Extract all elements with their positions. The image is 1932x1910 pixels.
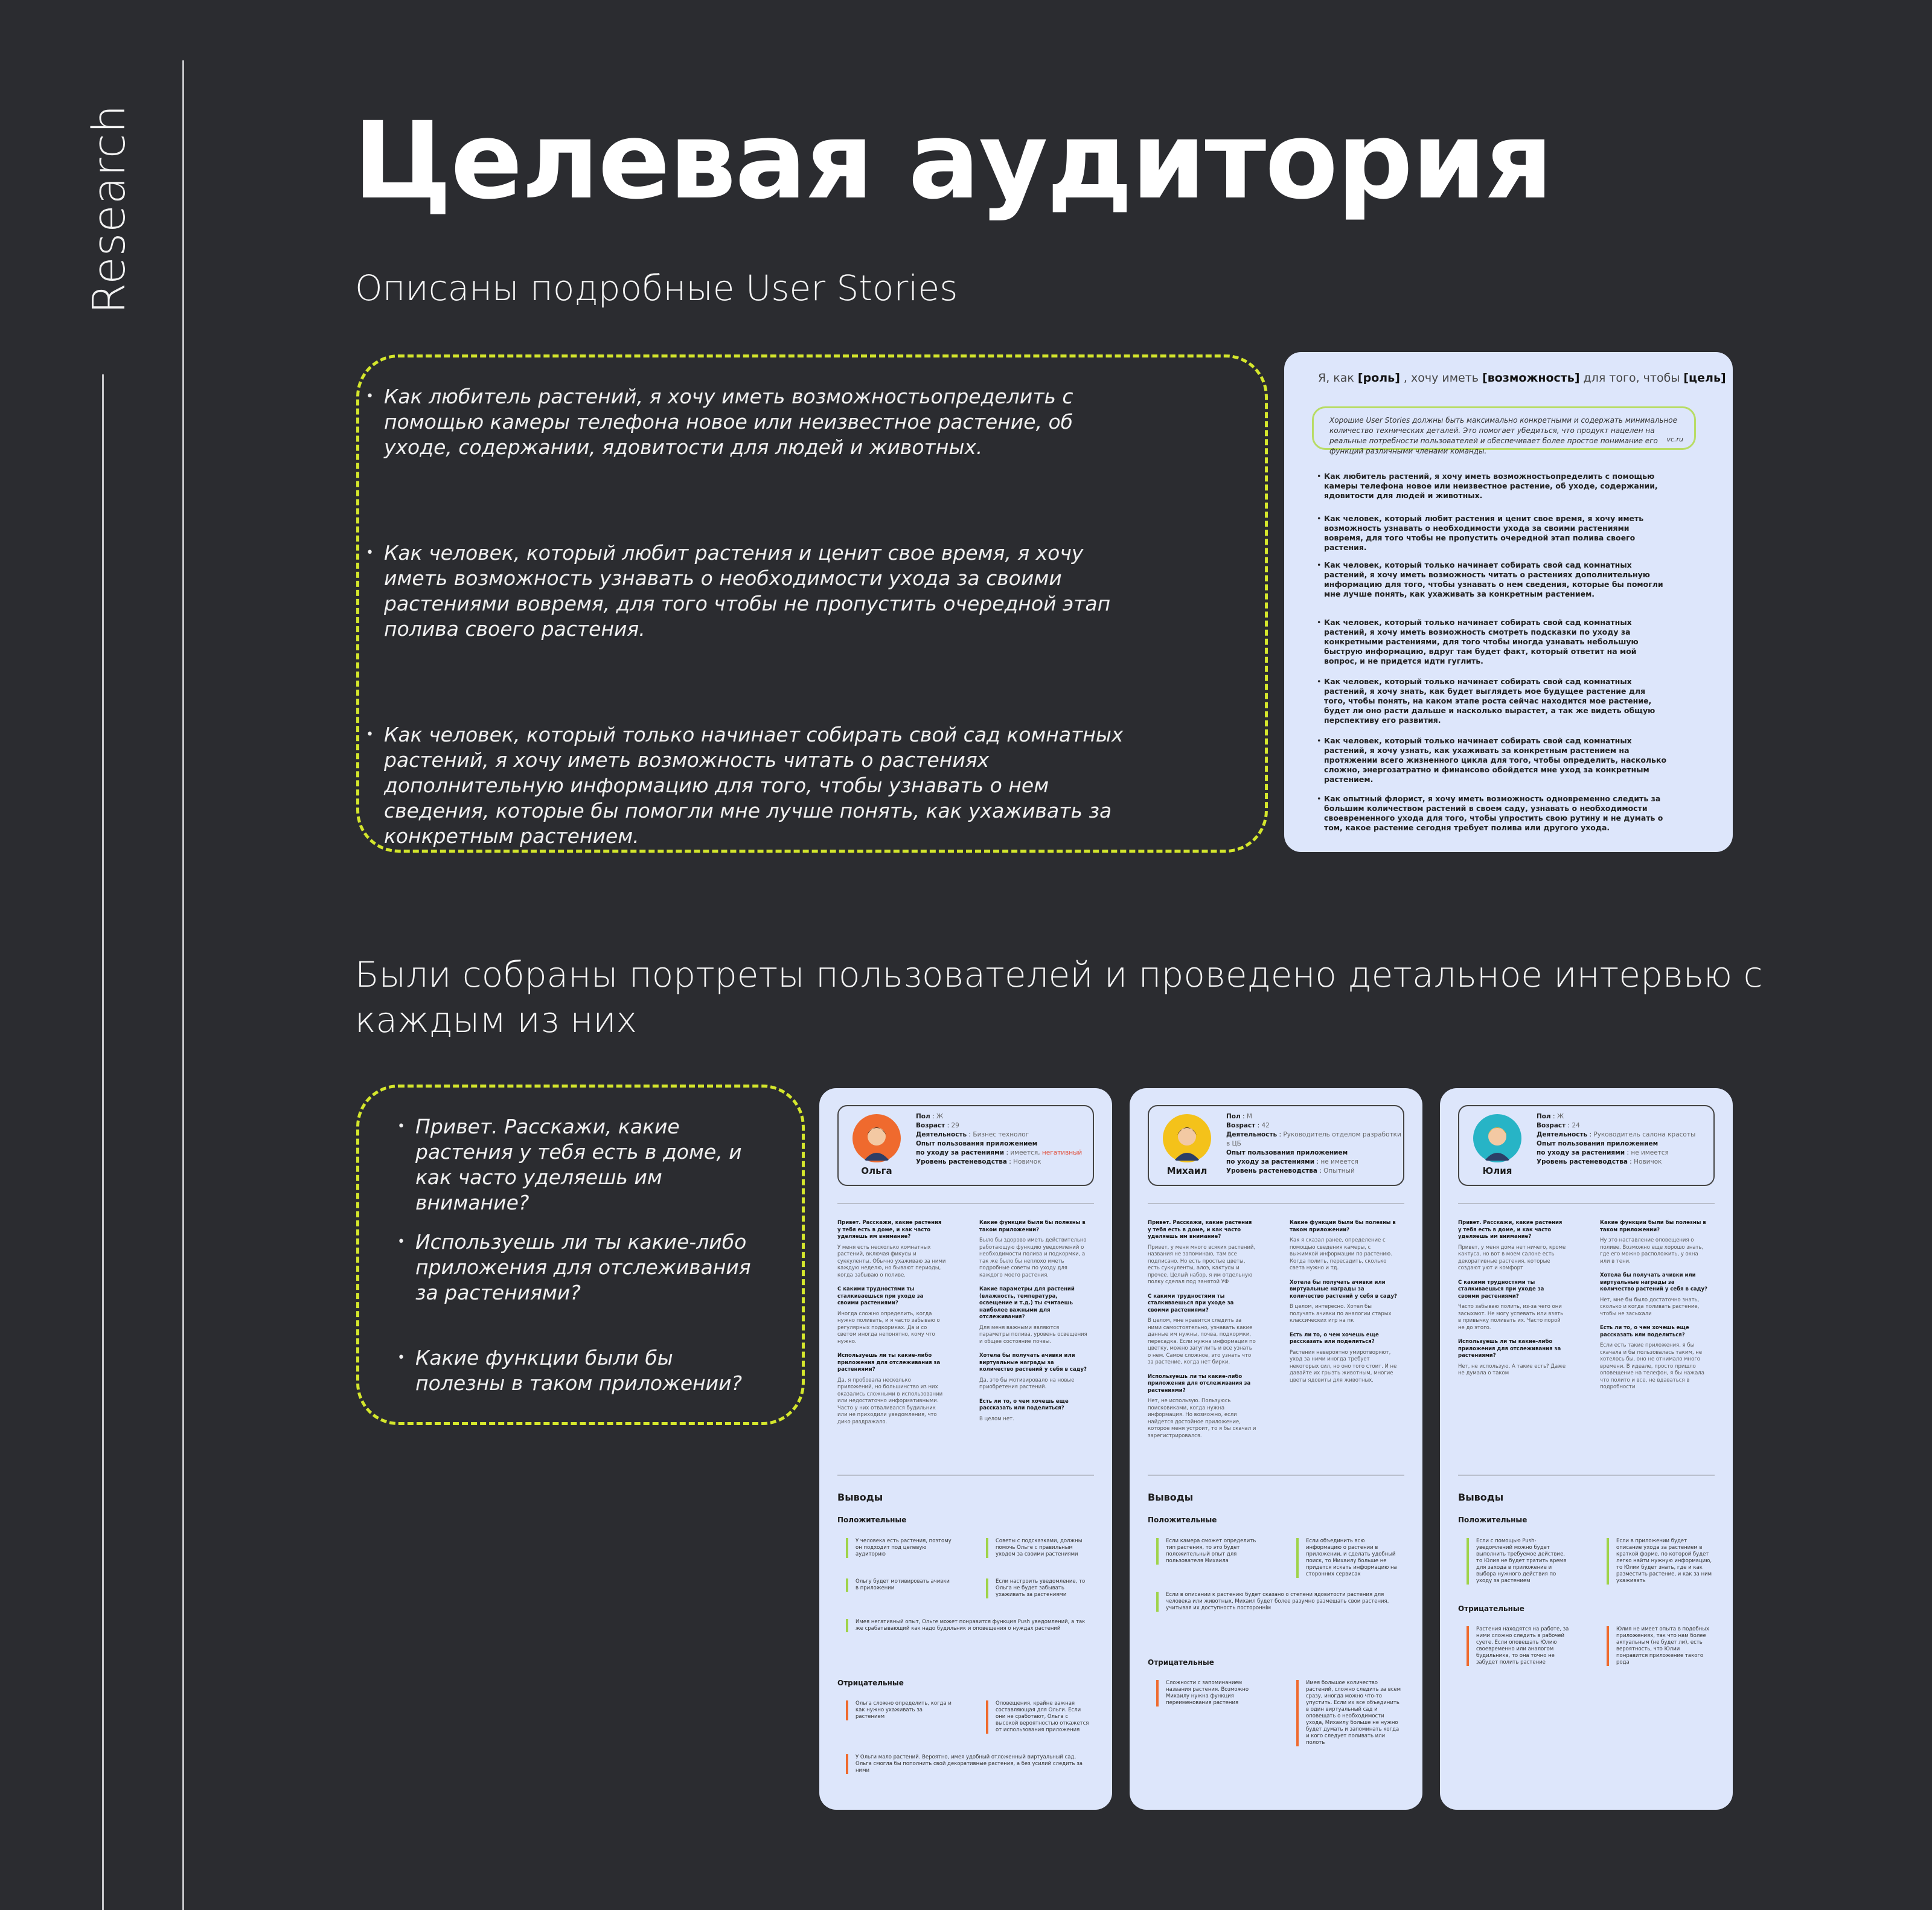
persona-profile [837, 1105, 1094, 1186]
interview-question: Используешь ли ты какие-либо приложения для отслеживания за растениями? [837, 1353, 941, 1373]
interview-question: Какие параметры для растений (влажность, температура, освещение и т.д.) ты считаешь наиболее важными для отслеживания? [979, 1286, 1075, 1320]
interview-column [1148, 1220, 1256, 1447]
story-template: Я, как [роль] , хочу иметь [возможность] для того, чтобы [цель] [1318, 371, 1726, 385]
interview-question: Есть ли то, о чем хочешь еще рассказать или поделиться? [1600, 1325, 1689, 1338]
negative-item: У Ольги мало растений. Вероятно, имея удобный отложенный виртуальный сад, Ольга смогла бы пополнить свой декоративные растения, а без усилий следить за ними [846, 1754, 1087, 1774]
page-title: Целевая аудитория [353, 99, 1552, 223]
interview-answer: Иногда сложно определить, когда нужно поливать, и я часто забываю о регулярных подкормках. Да и со светом иногда непонятно, кому что нужно. [837, 1310, 940, 1345]
card-story-7: • Как опытный флорист, я хочу иметь возможность одновременно следить за большим количеством растений в своем саду, узнавать о необходимости своевременного ухода для того, чтобы упростить свою рутину и не думать о том, какое растение сегодня требует полива или другого ухода. [1324, 794, 1668, 833]
interview-answer: У меня есть несколько комнатных растений, включая фикусы и суккуленты. Обычно ухаживаю за ними каждую неделю, но бывают периоды, когда забываю о поливе. [837, 1244, 946, 1278]
interview-question: Есть ли то, о чем хочешь еще рассказать или поделиться? [1290, 1332, 1379, 1345]
persona-profile [1458, 1105, 1715, 1186]
card-story-3: • Как человек, который только начинает собирать свой сад комнатных растений, я хочу иметь возможность читать о растениях дополнительную информацию для того, чтобы узнавать о нем сведения, которые бы помогли мне лучше понять, как ухаживать за конкретным растением. [1324, 560, 1668, 599]
interview-question: Какие функции были бы полезны в таком приложении? [1600, 1220, 1706, 1233]
interview-question: Есть ли то, о чем хочешь еще рассказать или поделиться? [979, 1398, 1069, 1411]
positive-item: Ольгу будет мотивировать ачивки в приложении [846, 1578, 952, 1592]
interview-question: С какими трудностями ты сталкиваешься при уходе за своими растениями? [1148, 1293, 1234, 1313]
interview-question: Хотела бы получать ачивки или виртуальные награды за количество растений у себя в саду? [979, 1353, 1087, 1373]
conclusions-title: Выводы [1458, 1492, 1504, 1503]
negative-title: Отрицательные [1458, 1604, 1524, 1613]
rail-divider-short [102, 374, 104, 1910]
positive-item: Советы с подсказками, должны помочь Ольге с правильным уходом за своими растениями [986, 1538, 1092, 1558]
negative-item: Оповещения, крайне важная составляющая для Ольги. Если они не сработают, Ольга с высокой вероятностью откажется от использования приложения [986, 1700, 1092, 1734]
story-2: • Как человек, который любит растения и ценит свое время, я хочу иметь возможность узнавать о необходимости ухода за своими растениями вовремя, для того чтобы не пропустить очередной этап полива своего растения. [384, 540, 1127, 642]
positive-title: Положительные [1148, 1516, 1217, 1524]
positive-title: Положительные [1458, 1516, 1527, 1524]
negative-item: Юлия не имеет опыта в подобных приложениях, так что нам более актуальным (не будет ли), есть вероятность, что Юлии понравится приложение такого рода [1607, 1626, 1712, 1666]
persona-name: Михаил [1166, 1165, 1208, 1176]
interview-column [1290, 1220, 1398, 1391]
interview-answer: Привет, у меня дома нет ничего, кроме кактуса, но вот в моем салоне есть декоративные растения, которые создают уют и комфорт [1458, 1244, 1566, 1271]
persona-card [1440, 1088, 1733, 1810]
avatar-icon [1473, 1114, 1522, 1163]
interview-answer: Нет, мне бы было достаточно знать, сколько и когда поливать растение, чтобы не засыхали [1600, 1296, 1700, 1317]
interview-question: Хотела бы получать ачивки или виртуальные награды за количество растений у себя в саду? [1290, 1279, 1397, 1300]
interview-answer: Привет, у меня много всяких растений, названия не запоминаю, там все подписано. Но есть простые цветы, есть суккуленты, алоэ, кактусы и прочее. Целый набор, я им отдельную полку сделал под занятой УФ [1148, 1244, 1256, 1285]
negative-item: Растения находятся на работе, за ними сложно следить в рабочей суете. Если оповещать Юлию своевременно или аналогом будильника, то она точно не забудет полить растение [1467, 1626, 1572, 1666]
conclusions-title: Выводы [837, 1492, 883, 1503]
interview-question: С какими трудностями ты сталкиваешься при уходе за своими растениями? [1458, 1279, 1544, 1300]
negative-title: Отрицательные [1148, 1658, 1214, 1667]
persona-name: Ольга [861, 1165, 892, 1176]
section2-subtitle-line1: Были собраны портреты пользователей и проведено детальное интервью с [355, 954, 1763, 995]
persona-divider [1148, 1203, 1404, 1204]
negative-title: Отрицательные [837, 1679, 904, 1687]
interview-answer: Да, это бы мотивировало на новые приобретения растений. [979, 1377, 1075, 1390]
story-1: • Как любитель растений, я хочу иметь возможностьопределить с помощью камеры телефона новое или неизвестное растение, об уходе, содержании, ядовитости для людей и животных. [384, 384, 1127, 460]
positive-item: Если настроить уведомление, то Ольга не будет забывать ухаживать за растениями [986, 1578, 1092, 1598]
rail-label: Research [83, 104, 135, 314]
story-3: • Как человек, который только начинает собирать свой сад комнатных растений, я хочу иметь возможность читать о растениях дополнительную информацию для того, чтобы узнавать о нем сведения, которые бы помогли мне лучше понять, как ухаживать за конкретным растением. [384, 722, 1127, 849]
negative-item: Имея большое количество растений, сложно следить за всем сразу, иногда можно что-то упустить. Если их все объединить в один виртуальный сад и оповещать о необходимости ухода, Михаилу больше не нужно будет думать и запоминать когда и кого следует поливать или полоть [1296, 1680, 1402, 1746]
interview-answer: Было бы здорово иметь действительно работающую функцию уведомлений о необходимости полива и подкормки, а так же было бы неплохо иметь подробные советы по уходу для каждого моего растения. [979, 1237, 1087, 1278]
template-note: Хорошие User Stories должны быть максимально конкретными и содержать минимальное количество технических деталей. Это помогает убедиться, что продукт нацелен на реальные потребности пользователей и обеспечивает более простое понимание его функций различными членами команды. vc.ru [1312, 406, 1696, 450]
interview-column [837, 1220, 946, 1433]
card-story-2: • Как человек, который любит растения и ценит свое время, я хочу иметь возможность узнавать о необходимости ухода за своими растениями вовремя, для того чтобы не пропустить очередной этап полива своего растения. [1324, 514, 1668, 553]
interview-answer: В целом нет. [979, 1415, 1014, 1422]
interview-question: Используешь ли ты какие-либо приложения для отслеживания за растениями? [1458, 1339, 1561, 1359]
avatar-icon [852, 1114, 901, 1163]
avatar-icon [1162, 1114, 1212, 1163]
persona-divider [837, 1475, 1094, 1476]
positive-item: Имея негативный опыт, Ольге может понравится функция Push уведомлений, а так же срабатывающий как надо будильник и оповещения о нуждах растений [846, 1619, 1087, 1632]
question-1: • Привет. Расскажи, какие растения у тебя есть в доме, и как часто уделяешь им внимание? [415, 1114, 760, 1216]
persona-profile [1148, 1105, 1404, 1186]
note-source: vc.ru [1666, 435, 1683, 443]
positive-item: Если объединить всю информацию о растении в приложении, и сделать удобный поиск, то Михаилу больше не придется искать информацию на сторонних сервисах [1296, 1538, 1402, 1578]
interview-column [1600, 1220, 1709, 1399]
persona-name: Юлия [1482, 1165, 1512, 1176]
positive-item: Если с помощью Push-уведомлений можно будет выполнить требуемое действие, то Юлия не будет тратить время для захода в приложение и выбора нужного действия по уходу за растением [1467, 1538, 1572, 1585]
interview-answer: Да, я пробовала несколько приложений, но большинство из них оказались сложными в использовании или недостаточно информативными. Часто у них отваливался будильник или не приходили уведомления, что дико раздражало. [837, 1377, 943, 1425]
interview-question: Привет. Расскажи, какие растения у тебя есть в доме, и как часто уделяешь им внимание? [1148, 1220, 1252, 1240]
positive-item: Если камера сможет определить тип растения, то это будет положительный опыт для пользователя Михаила [1156, 1538, 1262, 1565]
interview-question: Привет. Расскажи, какие растения у тебя есть в доме, и как часто уделяешь им внимание? [837, 1220, 942, 1240]
conclusions-title: Выводы [1148, 1492, 1194, 1503]
interview-answer: Ну это наставление оповещения о поливе. Возможно еще хорошо знать, где его можно расположить, у окна или в тени. [1600, 1237, 1704, 1264]
interview-answer: Нет, не использую. А такие есть? Даже не думала о таком [1458, 1363, 1566, 1376]
persona-divider [837, 1203, 1094, 1204]
interview-answer: В целом, интересно. Хотел бы получать ачивки по аналогии старых классических игр на пк [1290, 1304, 1392, 1324]
interview-answer: Для меня важными являются параметры полива, уровень освещения и общее состояние почвы. [979, 1324, 1087, 1345]
user-stories-card [1284, 352, 1733, 852]
persona-divider [1458, 1475, 1715, 1476]
interview-question: С какими трудностями ты сталкиваешься при уходе за своими растениями? [837, 1286, 924, 1306]
interview-question: Хотела бы получать ачивки или виртуальные награды за количество растений у себя в саду? [1600, 1272, 1707, 1292]
card-story-1: • Как любитель растений, я хочу иметь возможностьопределить с помощью камеры телефона новое или неизвестное растение, об уходе, содержании, ядовитости для людей и животных. [1324, 472, 1668, 501]
interview-column [979, 1220, 1088, 1430]
interview-answer: В целом, мне нравится следить за ними самостоятельно, узнавать какие данные им нужны, почва, подкормки, пересадка. Если нужна информация по цветку, можно загуглить и все узнать о нем. Самое сложное, это узнать что за растение, когда нет бирки. [1148, 1318, 1256, 1365]
persona-card [819, 1088, 1112, 1810]
negative-item: Ольга сложно определить, когда и как нужно ухаживать за растением [846, 1700, 952, 1720]
question-3: • Какие функции были бы полезны в таком приложении? [415, 1345, 760, 1396]
section1-subtitle: Описаны подробные User Stories [355, 268, 958, 309]
interview-question: Привет. Расскажи, какие растения у тебя есть в доме, и как часто уделяешь им внимание? [1458, 1220, 1563, 1240]
interview-answer: Если есть такие приложения, я бы скачала и бы пользовалась таким, не хотелось бы, оно не отнимало много времени. В идеале, просто пришло оповещение на телефон, я бы нажала что полито и все, не вдаваться в подробности [1600, 1342, 1704, 1390]
section2-subtitle [355, 952, 1763, 1043]
interview-answer: Как я сказал ранее, определение с помощью сведения камеры, с выжимкой информации по растению. Когда полить, пересадить, сколько света нужно и тд. [1290, 1237, 1392, 1271]
positive-item: Если в приложении будет описание ухода за растением в краткой форме, по которой будет легко найти нужную информацию, то Юлии будет знать, где и как разместить растение, и как за ним ухаживать [1607, 1538, 1712, 1585]
persona-divider [1458, 1203, 1715, 1204]
positive-title: Положительные [837, 1516, 907, 1524]
card-story-4: • Как человек, который только начинает собирать свой сад комнатных растений, я хочу иметь возможность смотреть подсказки по уходу за конкретными растениями, для того чтобы иногда узнавать небольшую быструю информацию, вдруг там будет факт, который ответит на мой вопрос, и не придется идти гуглить. [1324, 618, 1668, 666]
card-story-6: • Как человек, который только начинает собирать свой сад комнатных растений, я хочу узнать, как ухаживать за конкретным растением на протяжении всего жизненного цикла для того, чтобы определить, насколько сложно, энергозатратно и финансово обойдется мне уход за конкретным растением. [1324, 736, 1668, 784]
interview-answer: Нет, не использую. Пользуюсь поисковиками, когда нужна информация. Но возможно, если найдется достойное приложение, которое меня устроит, то я бы скачал и зарегистрировался. [1148, 1398, 1256, 1439]
persona-facts: Пол : М Возраст : 42 Деятельность : Руководитель отделом разработки в ЦБ Опыт пользования приложением по уходу за растениями : не имеется Уровень растеневодства : Опытный [1226, 1113, 1401, 1175]
section2-subtitle-line2: каждым из них [355, 999, 637, 1041]
interview-question: Используешь ли ты какие-либо приложения для отслеживания за растениями? [1148, 1373, 1251, 1394]
interview-column [1458, 1220, 1567, 1385]
persona-facts: Пол : Ж Возраст : 24 Деятельность : Руководитель салона красоты Опыт пользования приложением по уходу за растениями : не имеется Уровень растеневодства : Новичок [1537, 1113, 1696, 1165]
rail-divider-long [182, 60, 184, 1910]
persona-facts: Пол : Ж Возраст : 29 Деятельность : Бизнес технолог Опыт пользования приложением по уходу за растениями : имеется, негативный Уровень растеневодства : Новичок [916, 1113, 1083, 1165]
interview-question: Какие функции были бы полезны в таком приложении? [979, 1220, 1086, 1233]
persona-card [1130, 1088, 1422, 1810]
positive-item: У человека есть растения, поэтому он подходит под целевую аудиторию [846, 1538, 952, 1558]
persona-divider [1148, 1475, 1404, 1476]
question-2: • Используешь ли ты какие-либо приложения для отслеживания за растениями? [415, 1229, 760, 1306]
interview-answer: Часто забываю полить, из-за чего они засыхают. Не могу успевать или взять в привычку поливать их. Часто порой не до этого. [1458, 1304, 1564, 1331]
card-story-5: • Как человек, который только начинает собирать свой сад комнатных растений, я хочу знать, как будет выглядеть мое будущее растение для того, чтобы понять, на каком этапе роста сейчас находится мое растение, будет ли оно расти дальше и насколько вырастет, а так же видеть общую перспективу его развития. [1324, 677, 1668, 725]
interview-question: Какие функции были бы полезны в таком приложении? [1290, 1220, 1396, 1233]
negative-item: Сложности с запоминанием названия растения. Возможно Михаилу нужна функция переименования растения [1156, 1680, 1262, 1707]
positive-item: Если в описании к растению будет сказано о степени ядовитости растения для человека или животных, Михаил будет более разумно размещать свои растения, учитывая их доступность постороннім [1156, 1592, 1398, 1612]
interview-answer: Растения невероятно умиротворяют, уход за ними иногда требует некоторых сил, но оно того стоит. И не давайте их грызть животным, многие цветы ядовиты для животных. [1290, 1349, 1397, 1383]
